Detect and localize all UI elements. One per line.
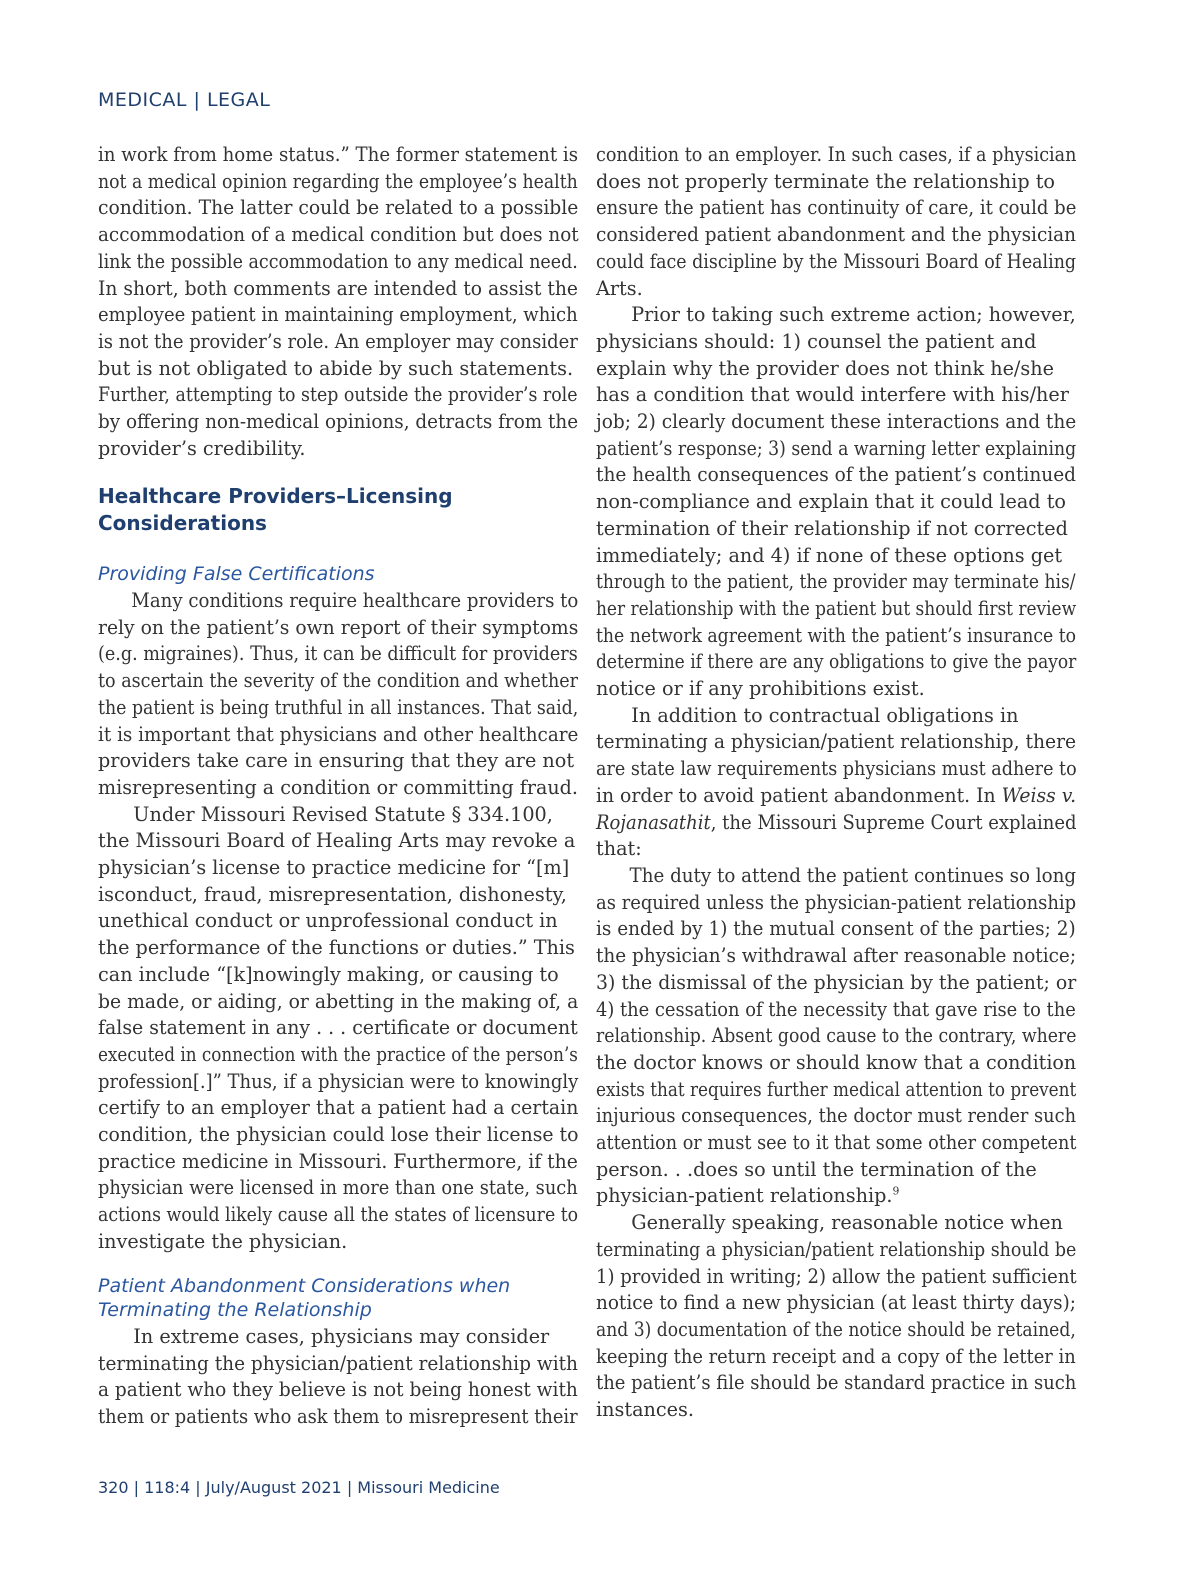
text-line: has a condition that would interfere with his/her xyxy=(596,383,1069,407)
text-line: the network agreement with the patient’s insurance to xyxy=(596,623,1077,647)
text-line: Under Missouri Revised Statute § 334.100, xyxy=(133,802,553,826)
intro-paragraph xyxy=(98,142,588,462)
text-line: but is not obligated to abide by such statements. xyxy=(98,356,574,380)
text-line: practice medicine in Missouri. Furthermore, if the xyxy=(98,1149,578,1173)
heading-line: Considerations xyxy=(98,511,267,535)
text-line: keeping the return receipt and a copy of the letter in xyxy=(596,1344,1076,1368)
text-line: In addition to contractual obligations in xyxy=(631,703,1019,727)
text-line: In short, both comments are intended to assist the xyxy=(98,276,578,300)
text-line: immediately; and 4) if none of these options get xyxy=(596,543,1063,567)
text-line: isconduct, fraud, misrepresentation, dishonesty, xyxy=(98,882,567,906)
text-line xyxy=(596,810,1077,837)
text-line: notice to find a new physician (at least thirty days); xyxy=(596,1291,1077,1315)
text-line: In extreme cases, physicians may consider xyxy=(133,1325,550,1348)
text-line: explain why the provider does not think he/she xyxy=(596,356,1054,380)
quote-line: 4) the cessation of the necessity that gave rise to the xyxy=(596,997,1076,1021)
quote-line: is ended by 1) the mutual consent of the parties; 2) xyxy=(596,917,1076,941)
text-line: could face discipline by the Missouri Board of Healing xyxy=(596,249,1077,273)
text-line: that: xyxy=(596,837,642,861)
text-line: condition. The latter could be related to a possible xyxy=(98,196,579,220)
text-line: physicians should: 1) counsel the patient and xyxy=(596,329,1037,353)
text-line: considered patient abandonment and the physician xyxy=(596,223,1077,247)
text-line: rely on the patient’s own report of their symptoms xyxy=(98,615,579,639)
quote-line: attention or must see to it that some other competent xyxy=(596,1131,1077,1155)
text-line: to ascertain the severity of the condition and whether xyxy=(98,669,579,693)
text-line: Many conditions require healthcare providers to xyxy=(131,589,579,612)
quote-line: the doctor knows or should know that a condition xyxy=(596,1050,1077,1074)
text-run: in order to avoid patient abandonment. In xyxy=(596,783,996,807)
text-line: patient’s response; 3) send a warning letter explaining xyxy=(596,436,1077,460)
text-line: termination of their relationship if not corrected xyxy=(596,516,1068,540)
quote-line: exists that requires further medical attention to prevent xyxy=(596,1077,1077,1101)
text-line: them or patients who ask them to misrepresent their xyxy=(98,1405,578,1429)
text-line: notice or if any prohibitions exist. xyxy=(596,677,925,701)
text-line: profession[.]” Thus, if a physician were to knowingly xyxy=(98,1069,579,1093)
text-line: instances. xyxy=(596,1398,694,1422)
text-line: Prior to taking such extreme action; however, xyxy=(631,303,1076,327)
text-line: employee patient in maintaining employment, which xyxy=(98,303,578,327)
text-line: Further, attempting to step outside the provider’s role xyxy=(98,383,578,407)
text-line: job; 2) clearly document these interactions and the xyxy=(596,410,1077,434)
text-line: is not the provider’s role. An employer may consider xyxy=(98,329,578,353)
text-line: the Missouri Board of Healing Arts may revoke a xyxy=(98,829,576,853)
text-run: , the Missouri Supreme Court explained xyxy=(710,810,1077,834)
text-line: her relationship with the patient but should first review xyxy=(596,596,1077,620)
quote-line: the physician’s withdrawal after reasonable notice; xyxy=(596,944,1077,968)
text-line: misrepresenting a condition or committing fraud. xyxy=(98,775,578,799)
text-line: be made, or aiding, or abetting in the making of, a xyxy=(98,989,579,1013)
text-line: Arts. xyxy=(596,276,643,300)
text-line xyxy=(596,783,1077,810)
text-line: 1) provided in writing; 2) allow the patient sufficient xyxy=(596,1264,1077,1288)
quote-line: 3) the dismissal of the physician by the patient; or xyxy=(596,970,1077,994)
paragraph-abandonment xyxy=(98,1324,588,1431)
subheading-line: Patient Abandonment Considerations when xyxy=(98,1275,511,1297)
text-line: and 3) documentation of the notice should be retained, xyxy=(596,1317,1076,1341)
text-line: condition, the physician could lose their license to xyxy=(98,1123,579,1147)
footnote-ref: 9 xyxy=(892,1184,900,1198)
text-line: ensure the patient has continuity of care, it could be xyxy=(596,196,1077,220)
text-line: terminating the physician/patient relationship with xyxy=(98,1351,578,1375)
quote-line: person. . .does so until the termination of the xyxy=(596,1157,1037,1181)
subheading-patient-abandonment xyxy=(98,1274,510,1322)
text-line: actions would likely cause all the states of licensure to xyxy=(98,1203,579,1227)
text-line: through to the patient, the provider may terminate his/ xyxy=(596,570,1076,594)
text-line: accommodation of a medical condition but does not xyxy=(98,223,579,247)
text-line: in work from home status.” The former statement is xyxy=(98,143,579,166)
text-line: condition to an employer. In such cases, if a physician xyxy=(596,143,1077,166)
text-line: certify to an employer that a patient had a certain xyxy=(98,1096,579,1120)
text-line: non-compliance and explain that it could lead to xyxy=(596,490,1066,514)
text-line: link the possible accommodation to any medical need. xyxy=(98,249,578,273)
text-line: can include “[k]nowingly making, or causing to xyxy=(98,962,559,986)
text-line: Generally speaking, reasonable notice when xyxy=(631,1211,1063,1235)
text-line: the performance of the functions or duties.” This xyxy=(98,936,575,960)
subheading-false-certifications: Providing False Certifications xyxy=(98,563,375,585)
page-footer: 320 | 118:4 | July/August 2021 | Missouri Medicine xyxy=(98,1478,500,1497)
text-line: are state law requirements physicians must adhere to xyxy=(596,757,1077,781)
subheading-line: Terminating the Relationship xyxy=(98,1299,372,1321)
text-line: provider’s credibility. xyxy=(98,436,306,460)
text-line: investigate the physician. xyxy=(98,1229,348,1253)
text-line: not a medical opinion regarding the employee’s health xyxy=(98,169,578,193)
text-line: by offering non-medical opinions, detracts from the xyxy=(98,410,579,434)
text-line: the patient is being truthful in all instances. That said, xyxy=(98,695,579,719)
text-line: does not properly terminate the relationship to xyxy=(596,169,1055,193)
quote-line: The duty to attend the patient continues so long xyxy=(629,863,1077,887)
case-name: Rojanasathit xyxy=(596,810,711,834)
quote-line: injurious consequences, the doctor must render such xyxy=(596,1104,1077,1128)
heading-line: Healthcare Providers–Licensing xyxy=(98,484,453,508)
text-line: executed in connection with the practice of the person’s xyxy=(98,1042,578,1066)
text-line: false statement in any . . . certificate or document xyxy=(98,1016,578,1040)
text-line: it is important that physicians and other healthcare xyxy=(98,722,579,746)
text-line: the health consequences of the patient’s continued xyxy=(596,463,1077,487)
quote-line: as required unless the physician-patient relationship xyxy=(596,890,1077,914)
text-line: terminating a physician/patient relationship should be xyxy=(596,1237,1077,1261)
text-line: physician were licensed in more than one state, such xyxy=(98,1176,578,1200)
paragraph-false-certifications xyxy=(98,588,588,1256)
text-line: determine if there are any obligations to give the payor xyxy=(596,650,1077,674)
text-line: the patient’s file should be standard practice in such xyxy=(596,1371,1077,1395)
section-label: MEDICAL | LEGAL xyxy=(98,89,271,111)
quote-line xyxy=(596,1183,1076,1210)
case-name: Weiss v. xyxy=(1001,783,1077,807)
text-line: unethical conduct or unprofessional conduct in xyxy=(98,909,558,933)
right-column-text xyxy=(596,142,1086,1424)
text-line: (e.g. migraines). Thus, it can be difficult for providers xyxy=(98,642,578,666)
quote-line: relationship. Absent good cause to the contrary, where xyxy=(596,1024,1077,1048)
text-line: providers take care in ensuring that they are not xyxy=(98,749,575,773)
text-run: physician-patient relationship. xyxy=(596,1184,893,1208)
text-line: terminating a physician/patient relationship, there xyxy=(596,730,1077,754)
text-line: a patient who they believe is not being honest with xyxy=(98,1378,578,1402)
text-line: physician’s license to practice medicine for “[m] xyxy=(98,856,570,880)
section-heading xyxy=(98,483,453,537)
